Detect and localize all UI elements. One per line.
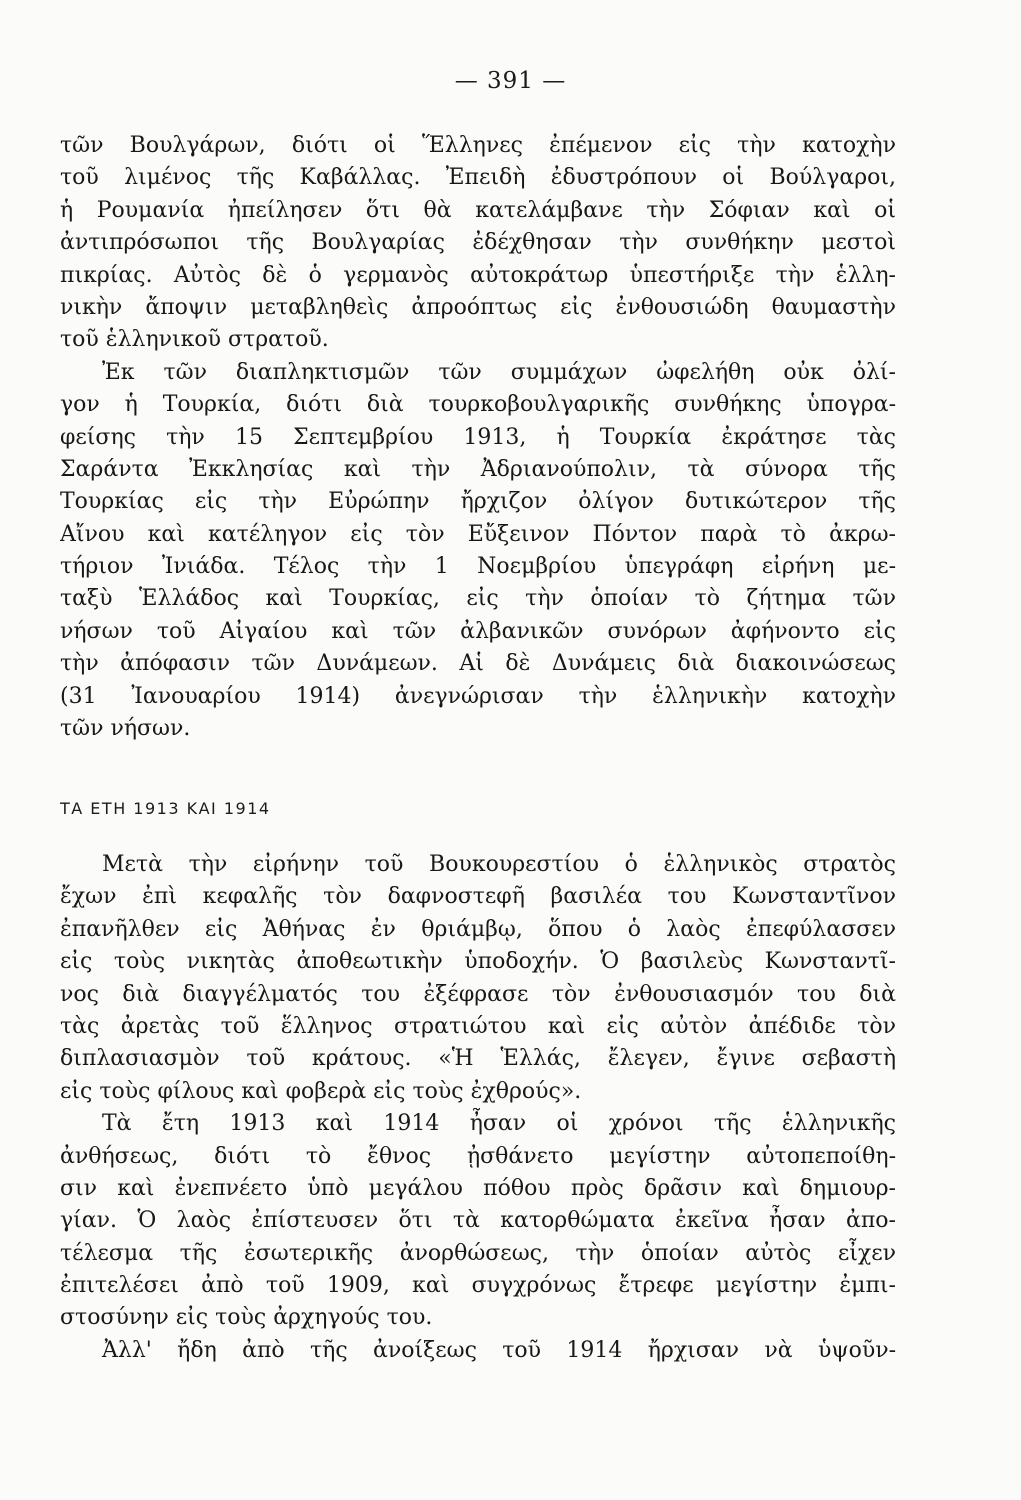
text-line: τὰς ἀρετὰς τοῦ ἕλληνος στρατιώτου καὶ εἰς αὐτὸν ἀπέδιδε τὸν — [60, 1013, 896, 1039]
section-heading: ΤΑ ΕΤΗ 1913 ΚΑΙ 1914 — [60, 799, 271, 818]
text-line: τῶν Βουλγάρων, διότι οἱ Ἕλληνες ἐπέμενον εἰς τὴν κατοχὴν — [60, 133, 896, 158]
text-line: γίαν. Ὁ λαὸς ἐπίστευσεν ὅτι τὰ κατορθώματα ἐκεῖνα ἦσαν ἀπο- — [60, 1208, 896, 1234]
text-line: σιν καὶ ἐνεπνέετο ὑπὸ μεγάλου πόθου πρὸς δρᾶσιν καὶ δημιουρ- — [60, 1175, 896, 1201]
text-line: ἡ Ρουμανία ἠπείλησεν ὅτι θὰ κατελάμβανε τὴν Σόφιαν καὶ οἱ — [60, 197, 896, 223]
text-line: ἐπανῆλθεν εἰς Ἀθήνας ἐν θριάμβῳ, ὅπου ὁ λαὸς ἐπεφύλασσεν — [60, 916, 896, 942]
text-line: ταξὺ Ἑλλάδος καὶ Τουρκίας, εἰς τὴν ὁποίαν τὸ ζήτημα τῶν — [60, 586, 896, 612]
text-line: Τὰ ἔτη 1913 καὶ 1914 ἦσαν οἱ χρόνοι τῆς ἑλληνικῆς — [102, 1111, 896, 1137]
text-line: Ἐκ τῶν διαπληκτισμῶν τῶν συμμάχων ὠφελήθη οὐκ ὀλί- — [102, 359, 896, 385]
text-line: στοσύνην εἰς τοὺς ἀρχηγούς του. — [60, 1305, 433, 1331]
text-line: τοῦ ἑλληνικοῦ στρατοῦ. — [60, 327, 329, 353]
text-line: πικρίας. Αὐτὸς δὲ ὁ γερμανὸς αὐτοκράτωρ ὑπεστήριξε τὴν ἑλλη- — [60, 262, 896, 288]
text-line: ἀντιπρόσωποι τῆς Βουλγαρίας ἐδέχθησαν τὴν συνθήκην μεστοὶ — [60, 230, 896, 256]
text-line: (31 Ἰανουαρίου 1914) ἀνεγνώρισαν τὴν ἑλληνικὴν κατοχὴν — [60, 683, 896, 709]
text-line: νικὴν ἄποψιν μεταβληθεὶς ἀπροόπτως εἰς ἐνθουσιώδη θαυμαστὴν — [60, 294, 896, 320]
text-line: Σαράντα Ἐκκλησίας καὶ τὴν Ἀδριανούπολιν, τὰ σύνορα τῆς — [60, 456, 896, 482]
text-line: διπλασιασμὸν τοῦ κράτους. «Ἡ Ἑλλάς, ἔλεγεν, ἔγινε σεβαστὴ — [60, 1046, 896, 1072]
text-line: φείσης τὴν 15 Σεπτεμβρίου 1913, ἡ Τουρκία ἐκράτησε τὰς — [60, 424, 896, 450]
text-block-1 — [60, 130, 896, 745]
text-line: ἔχων ἐπὶ κεφαλῆς τὸν δαφνοστεφῆ βασιλέα του Κωνσταντῖνον — [60, 884, 896, 910]
text-line: εἰς τοὺς φίλους καὶ φοβερὰ εἰς τοὺς ἐχθρούς». — [60, 1078, 582, 1104]
text-line: τὴν ἀπόφασιν τῶν Δυνάμεων. Αἱ δὲ Δυνάμεις διὰ διακοινώσεως — [60, 651, 896, 677]
text-line: γον ἡ Τουρκία, διότι διὰ τουρκοβουλγαρικῆς συνθήκης ὑπογρα- — [60, 392, 896, 418]
text-line: νήσων τοῦ Αἰγαίου καὶ τῶν ἀλβανικῶν συνόρων ἀφήνοντο εἰς — [60, 618, 896, 644]
text-line: Ἀλλ' ἤδη ἀπὸ τῆς ἀνοίξεως τοῦ 1914 ἤρχισαν νὰ ὑψοῦν- — [102, 1337, 896, 1363]
text-line: τῶν νήσων. — [60, 716, 191, 742]
text-line: Μετὰ τὴν εἰρήνην τοῦ Βουκουρεστίου ὁ ἑλληνικὸς στρατὸς — [102, 852, 896, 877]
text-line: νος διὰ διαγγέλματός του ἐξέφρασε τὸν ἐνθουσιασμόν του διὰ — [60, 981, 896, 1007]
text-line: Τουρκίας εἰς τὴν Εὐρώπην ἤρχιζον ὀλίγον δυτικώτερον τῆς — [60, 489, 896, 515]
text-line: τήριον Ἰνιάδα. Τέλος τὴν 1 Νοεμβρίου ὑπεγράφη εἰρήνη με- — [60, 554, 896, 580]
text-line: εἰς τοὺς νικητὰς ἀποθεωτικὴν ὑποδοχήν. Ὁ βασιλεὺς Κωνσταντῖ- — [60, 949, 896, 975]
text-line: ἐπιτελέσει ἀπὸ τοῦ 1909, καὶ συγχρόνως ἔτρεφε μεγίστην ἐμπι- — [60, 1273, 896, 1299]
text-line: τοῦ λιμένος τῆς Καβάλλας. Ἐπειδὴ ἐδυστρόπουν οἱ Βούλγαροι, — [60, 165, 896, 191]
page-number: — 391 — — [454, 68, 567, 94]
text-line: τέλεσμα τῆς ἐσωτερικῆς ἀνορθώσεως, τὴν ὁποίαν αὐτὸς εἶχεν — [60, 1240, 896, 1266]
text-block-2 — [60, 849, 896, 1367]
text-line: ἀνθήσεως, διότι τὸ ἔθνος ᾐσθάνετο μεγίστην αὐτοπεποίθη- — [60, 1143, 896, 1169]
text-line: Αἴνου καὶ κατέληγον εἰς τὸν Εὔξεινον Πόντον παρὰ τὸ ἀκρω- — [60, 521, 896, 547]
